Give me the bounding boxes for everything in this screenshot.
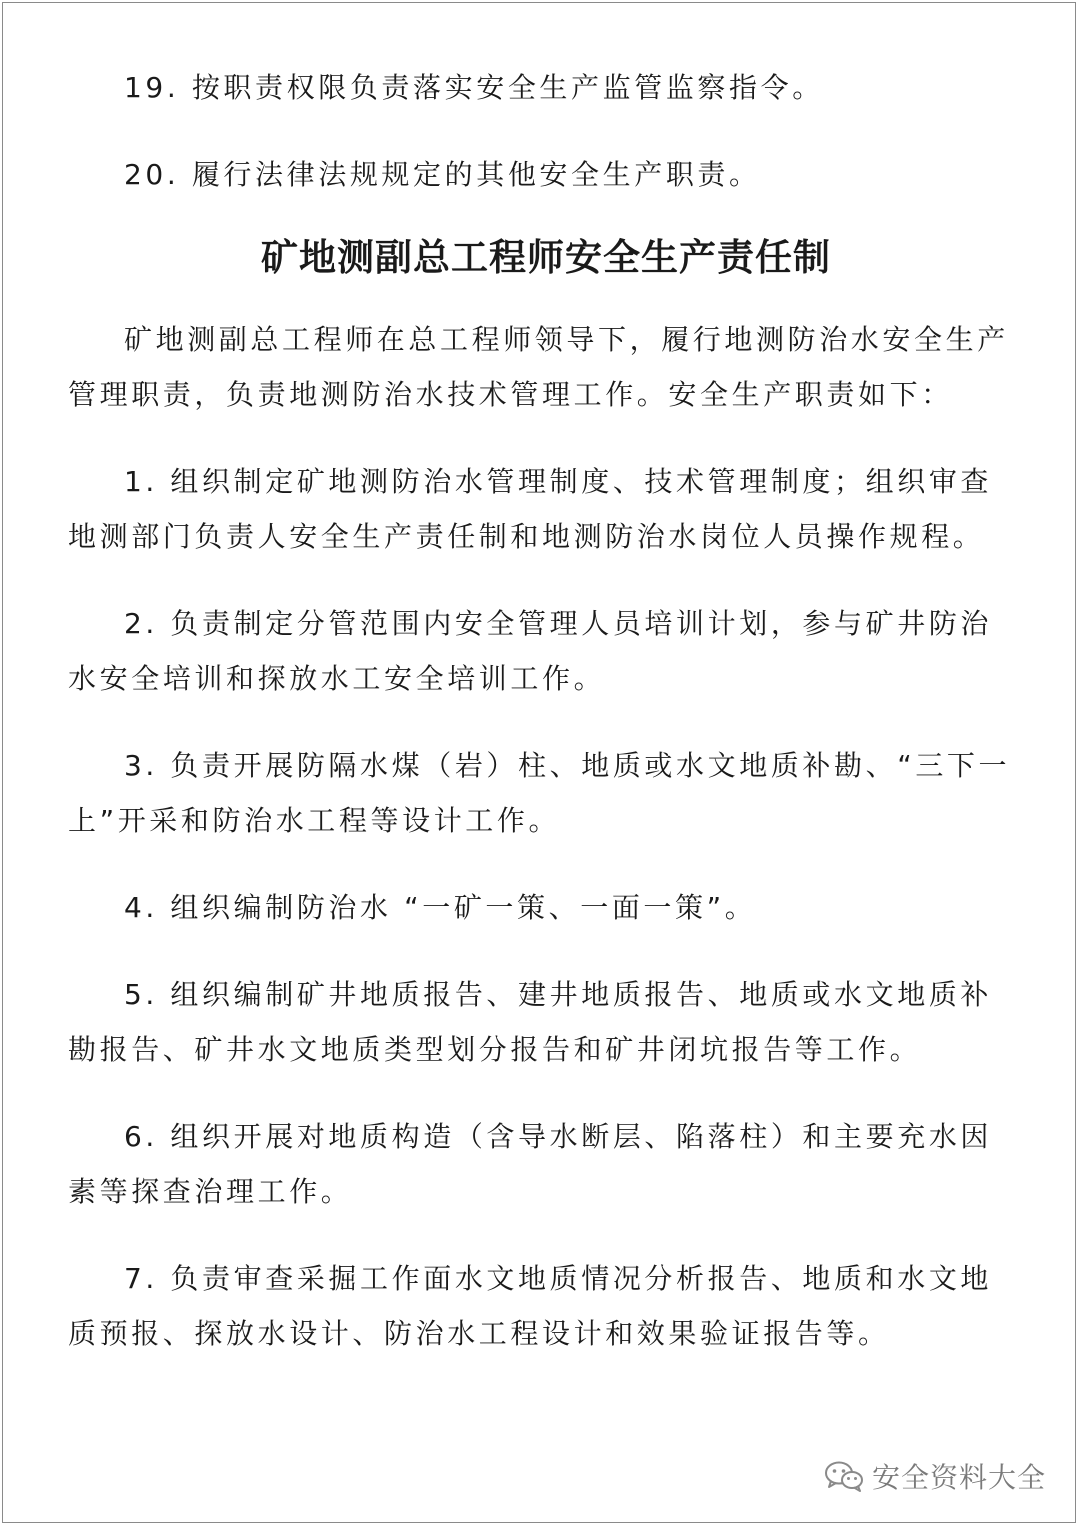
watermark-text: 安全资料大全: [871, 1461, 1046, 1494]
list-item-5: 5. 组织编制矿井地质报告、建井地质报告、地质或水文地质补勘报告、矿井水文地质类型划分报告和矿井闭坑报告等工作。: [68, 978, 993, 1066]
section-title: 矿地测副总工程师安全生产责任制: [261, 236, 831, 279]
list-item-2: 2. 负责制定分管范围内安全管理人员培训计划，参与矿井防治水安全培训和探放水工安全培训工作。: [68, 607, 993, 695]
list-item-6: 6. 组织开展对地质构造（含导水断层、陷落柱）和主要充水因素等探查治理工作。: [68, 1120, 993, 1208]
watermark: [824, 1456, 1046, 1496]
list-item-3: 3. 负责开展防隔水煤（岩）柱、地质或水文地质补勘、“三下一上”开采和防治水工程等设计工作。: [68, 749, 1011, 837]
list-item-4: 4. 组织编制防治水 “一矿一策、一面一策”。: [124, 891, 757, 924]
list-item-20: 20. 履行法律法规规定的其他安全生产职责。: [124, 158, 761, 191]
intro-paragraph: 矿地测副总工程师在总工程师领导下，履行地测防治水安全生产管理职责，负责地测防治水技术管理工作。安全生产职责如下：: [68, 323, 1009, 411]
list-item-1: 1. 组织制定矿地测防治水管理制度、技术管理制度；组织审查地测部门负责人安全生产责任制和地测防治水岗位人员操作规程。: [68, 465, 993, 553]
wechat-icon: [824, 1460, 864, 1492]
list-item-19: 19. 按职责权限负责落实安全生产监管监察指令。: [124, 71, 824, 104]
document-body: [68, 60, 1018, 1361]
list-item-7: 7. 负责审查采掘工作面水文地质情况分析报告、地质和水文地质预报、探放水设计、防治水工程设计和效果验证报告等。: [68, 1262, 993, 1350]
